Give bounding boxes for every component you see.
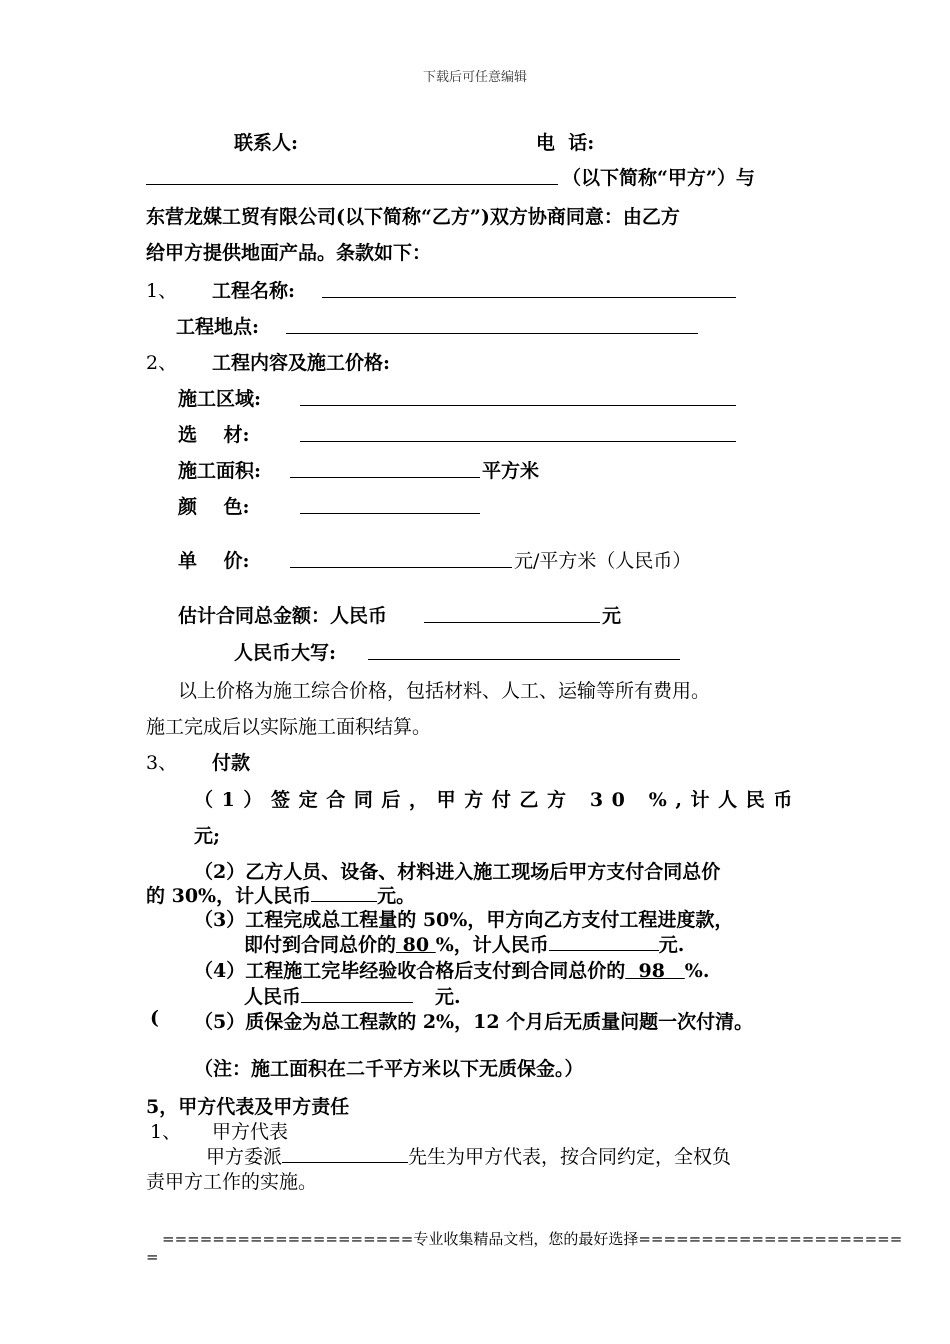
intro-line-2: 东营龙媒工贸有限公司(以下简称“乙方”)双方协商同意：由乙方 [146, 206, 680, 228]
unit-price-field[interactable] [290, 549, 512, 568]
project-location-label: 工程地点: [176, 316, 260, 338]
phone-label: 电 话: [536, 132, 595, 154]
representative-name-field[interactable] [282, 1146, 408, 1163]
payment-note: （注：施工面积在二千平方米以下无质保金。） [194, 1058, 584, 1080]
contact-label: 联系人: [234, 132, 299, 154]
payment-item-2: （2）乙方人员、设备、材料进入施工现场后甲方支付合同总价 [194, 861, 721, 883]
section3-title: 付款 [212, 752, 251, 774]
payment-item-2-pre: 的 30%，计人民币 [146, 885, 312, 907]
representative-line [206, 1142, 731, 1169]
total-amount-unit: 元 [602, 605, 622, 627]
total-amount-label: 估计合同总金额：人民币 [178, 605, 388, 627]
section2-title: 工程内容及施工价格: [212, 352, 391, 374]
payment-item-2-cont [146, 881, 415, 908]
section5-sub-number: 1、 [150, 1121, 182, 1143]
payment-item-4-post: %. [684, 960, 710, 982]
payment-item-5-open: ( [150, 1007, 159, 1029]
project-location-field[interactable] [286, 315, 698, 334]
size-unit: 平方米 [482, 460, 540, 482]
payment-item-4-pct: 98 [638, 960, 665, 982]
project-name-label: 工程名称: [212, 280, 296, 302]
color-field[interactable] [300, 495, 480, 514]
representative-pre: 甲方委派 [206, 1146, 283, 1168]
unit-price-label: 单 价: [178, 550, 250, 572]
section1-number: 1、 [146, 280, 178, 302]
price-note-line-2: 施工完成后以实际施工面积结算。 [146, 716, 432, 738]
section5-sub-title: 甲方代表 [212, 1121, 289, 1143]
construction-size-label: 施工面积: [178, 460, 262, 482]
party-a-blank[interactable] [146, 166, 558, 185]
payment-item-2-post: 元。 [377, 885, 416, 907]
payment-item-3: （3）工程完成总工程量的 50%，甲方向乙方支付工程进度款， [194, 909, 734, 931]
footer-line-1: ====================专业收集精品文档，您的最好选择===================== [162, 1230, 903, 1248]
footer-line-2: = [146, 1248, 159, 1266]
price-note-line-1: 以上价格为施工综合价格，包括材料、人工、运输等所有费用。 [178, 680, 711, 702]
capital-amount-field[interactable] [368, 641, 680, 660]
payment-item-3-mid: %，计人民币 [435, 934, 549, 956]
representative-post: 先生为甲方代表，按合同约定，全权负 [408, 1146, 732, 1168]
section2-number: 2、 [146, 352, 178, 374]
total-amount-field[interactable] [424, 604, 600, 623]
payment-item-5: （5）质保金为总工程款的 2%，12 个月后无质量问题一次付清。 [194, 1011, 754, 1033]
capital-amount-label: 人民币大写: [234, 642, 337, 664]
payment-item-4-pre: （4）工程施工完毕经验收合格后支付到合同总价的 [194, 960, 626, 982]
payment-item-4-amount-field[interactable] [301, 986, 413, 1003]
payment-item-4-pre2: 人民币 [244, 986, 302, 1008]
header-note: 下载后可任意编辑 [422, 70, 527, 85]
construction-size-field[interactable] [290, 459, 480, 478]
intro-line-3: 给甲方提供地面产品。条款如下： [146, 242, 432, 264]
payment-item-4-post2: 元. [435, 986, 461, 1008]
payment-item-3-pct: 80 [402, 934, 430, 956]
payment-item-3-cont [244, 930, 684, 957]
party-a-suffix: （以下简称“甲方”）与 [562, 167, 755, 189]
payment-item-4 [194, 956, 709, 983]
payment-item-3-amount-field[interactable] [549, 934, 659, 951]
section5-title: 5，甲方代表及甲方责任 [146, 1096, 350, 1118]
payment-item-4-cont [244, 982, 461, 1009]
color-label: 颜 色: [178, 496, 250, 518]
material-label: 选 材: [178, 424, 250, 446]
payment-item-2-amount-field[interactable] [311, 885, 377, 902]
payment-item-3-pre: 即付到合同总价的 [244, 934, 397, 956]
section3-number: 3、 [146, 752, 178, 774]
project-name-field[interactable] [322, 279, 736, 298]
payment-item-3-post: 元. [658, 934, 685, 956]
construction-area-field[interactable] [300, 387, 736, 406]
material-field[interactable] [300, 423, 736, 442]
payment-item-1-cont: 元; [194, 825, 221, 847]
payment-item-1: （1）签定合同后，甲方付乙方 30 %,计人民币 [194, 789, 801, 811]
construction-area-label: 施工区域: [178, 388, 262, 410]
representative-line-2: 责甲方工作的实施。 [146, 1171, 318, 1193]
unit-price-unit: 元/平方米（人民币） [514, 550, 692, 572]
